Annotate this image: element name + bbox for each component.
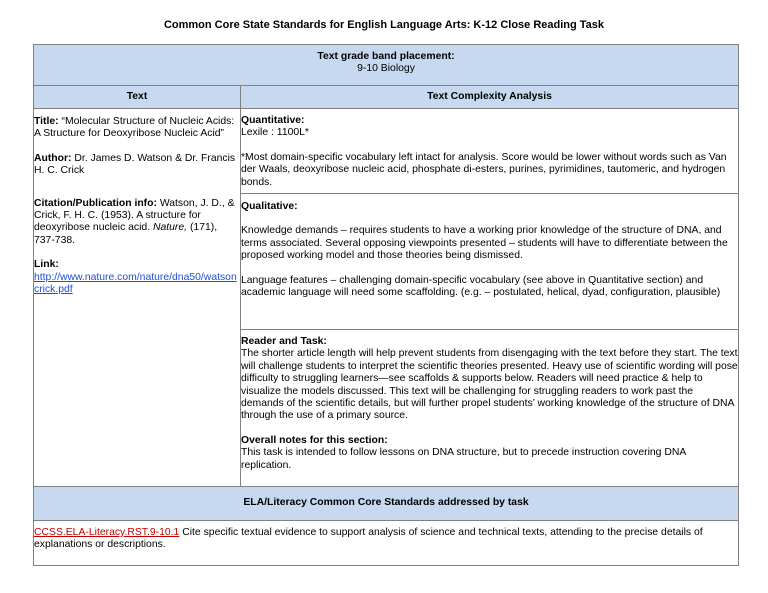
standards-header-cell bbox=[34, 487, 739, 521]
quantitative-row bbox=[34, 109, 739, 194]
standards-row bbox=[34, 521, 739, 566]
text-header-label: Text bbox=[126, 90, 148, 102]
knowledge-demands: Knowledge demands – requires students to have a working prior knowledge of the structure of DNA, and terms associated. Several opposing viewpoints presented – students will have to differentiate between the proposed working model and those theories being dismissed. bbox=[241, 225, 728, 262]
overall-notes-body: This task is intended to follow lessons on DNA structure, but to precede instruction covering DNA replication. bbox=[241, 447, 686, 471]
title-block bbox=[34, 116, 240, 141]
band-heading: Text grade band placement: bbox=[317, 51, 455, 62]
header-row bbox=[34, 86, 739, 109]
citation-pages: (171), 737-738. bbox=[34, 222, 218, 246]
author-label: Author: bbox=[34, 152, 72, 164]
link-block bbox=[34, 259, 240, 271]
reader-task-heading: Reader and Task: bbox=[241, 336, 327, 347]
standards-heading: ELA/Literacy Common Core Standards addressed by task bbox=[243, 497, 529, 509]
text-column-header bbox=[34, 86, 241, 109]
text-info-cell bbox=[34, 109, 241, 487]
band-row bbox=[34, 45, 739, 86]
title-label: Title: bbox=[34, 116, 59, 127]
language-features: Language features – challenging domain-specific vocabulary (see above in Quantitative section) and academic language will need some scaffolding. (e.g. – postulated, helical, dyad, configuration, plausible) bbox=[241, 274, 721, 299]
quantitative-heading: Quantitative: bbox=[241, 115, 305, 126]
band-cell bbox=[34, 45, 739, 86]
citation-value: Watson, J. D., & Crick, F. H. C. (1953). A structure for deoxyribose nucleic acid. bbox=[34, 197, 235, 234]
standard-text: Cite specific textual evidence to support analysis of science and technical texts, attending to the precise details of explanations or descriptions. bbox=[34, 527, 703, 551]
title-value: “Molecular Structure of Nucleic Acids: A Structure for Deoxyribose Nucleic Acid” bbox=[34, 116, 235, 140]
author-block bbox=[34, 153, 240, 178]
citation-journal: Nature, bbox=[152, 222, 188, 234]
qualitative-cell bbox=[241, 194, 739, 330]
standards-cell bbox=[34, 521, 739, 566]
author-value: Dr. James D. Watson & Dr. Francis H. C. Crick bbox=[34, 152, 236, 177]
standard-code-link[interactable]: CCSS.ELA-Literacy.RST.9-10.1 bbox=[34, 527, 180, 538]
overall-notes-heading: Overall notes for this section: bbox=[241, 434, 388, 446]
citation-label: Citation/Publication info: bbox=[34, 197, 157, 209]
standards-header-row bbox=[34, 487, 739, 521]
quantitative-cell bbox=[241, 109, 739, 194]
reader-task-body: The shorter article length will help prevent students from disengaging with the text before they start. The text will challenge students to interpret the scientific theories presented. Heavy use of scientific wording will pose difficulty to struggling learners—see scaffolds & supports below. Readers will need practice & help to visualize the models discussed. This text will be challenging for struggling readers to work past the demands of the scientific details, but will further propel students’ working knowledge of the structure of DNA through the use of a primary source. bbox=[241, 348, 738, 422]
complexity-header-label: Text Complexity Analysis bbox=[427, 90, 552, 102]
complexity-column-header bbox=[241, 86, 739, 109]
citation-block bbox=[34, 198, 240, 248]
lexile-value: Lexile : 1100L* bbox=[241, 127, 309, 139]
quantitative-note: *Most domain-specific vocabulary left intact for analysis. Score would be lower without words such as Van der Waals, deoxyribose nucleic acid, phosphate di-esters, purines, pyrimidines, tautomeric, and hydrogen bonds. bbox=[241, 151, 727, 188]
link-label: Link: bbox=[34, 259, 59, 271]
close-reading-table bbox=[33, 44, 739, 566]
reader-task-cell bbox=[241, 330, 739, 487]
document-title: Common Core State Standards for English Language Arts: K-12 Close Reading Task bbox=[163, 19, 605, 31]
qualitative-heading: Qualitative: bbox=[241, 201, 298, 212]
band-value: 9-10 Biology bbox=[357, 63, 415, 75]
article-link[interactable]: http://www.nature.com/nature/dna50/watsoncrick.pdf bbox=[34, 271, 237, 296]
